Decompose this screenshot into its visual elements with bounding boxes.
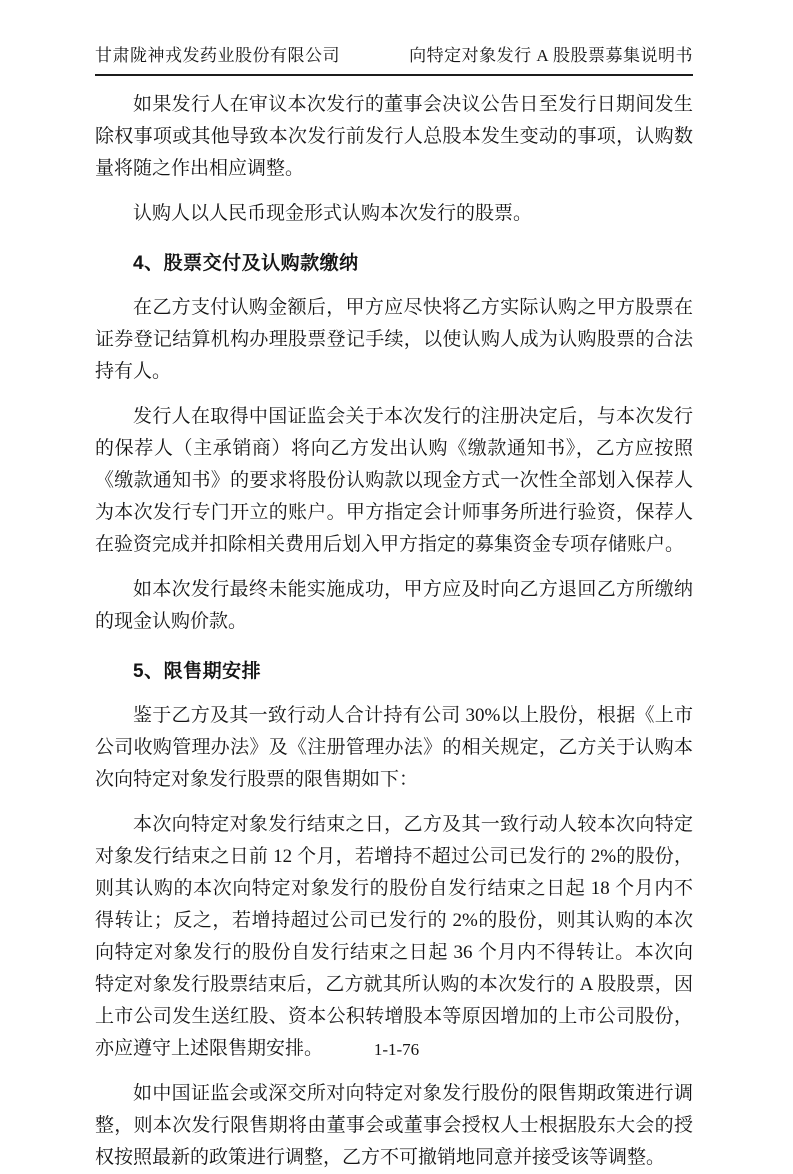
paragraph-lockup-basis: 鉴于乙方及其一致行动人合计持有公司 30%以上股份，根据《上市公司收购管理办法》及《注册管理办法》的相关规定，乙方关于认购本次向特定对象发行股票的限售期如下： [95, 705, 693, 790]
paragraph-lockup-terms: 本次向特定对象发行结束之日，乙方及其一致行动人较本次向特定对象发行结束之日前 12 个月，若增持不超过公司已发行的 2%的股份，则其认购的本次向特定对象发行的股份自发行结束之日起 18 个月内不得转让；反之，若增持超过公司已发行的 2%的股份，则其认购的本次向特定对象发行的股份自发行结束之日起 36 个月内不得转让。本次向特定对象发行股票结束后，乙方就其所认购的本次发行的 A 股股票，因上市公司发生送红股、资本公积转增股本等原因增加的上市公司股份，亦应遵守上述限售期安排。 [95, 814, 693, 1059]
paragraph-share-registration: 在乙方支付认购金额后，甲方应尽快将乙方实际认购之甲方股票在证券登记结算机构办理股票登记手续，以使认购人成为认购股票的合法持有人。 [95, 297, 693, 382]
header-doc-title: 向特定对象发行 A 股股票募集说明书 [409, 46, 693, 65]
header-company-name: 甘肃陇神戎发药业股份有限公司 [95, 46, 340, 65]
section-heading-lockup-period: 5、限售期安排 [133, 661, 262, 682]
paragraph-cash-subscription: 认购人以人民币现金形式认购本次发行的股票。 [133, 203, 533, 224]
paragraph-policy-adjustment: 如中国证监会或深交所对向特定对象发行股份的限售期政策进行调整，则本次发行限售期将由董事会或董事会授权人士根据股东大会的授权按照最新的政策进行调整，乙方不可撤销地同意并接受该等调整。 [95, 1083, 693, 1168]
page-number: 1-1-76 [373, 1040, 420, 1059]
document-body [95, 89, 693, 1174]
paragraph-adjustment-clause: 如果发行人在审议本次发行的董事会决议公告日至发行日期间发生除权事项或其他导致本次发行前发行人总股本发生变动的事项，认购数量将随之作出相应调整。 [95, 94, 693, 179]
page-header [95, 45, 693, 76]
section-heading-share-delivery: 4、股票交付及认购款缴纳 [133, 253, 359, 274]
paragraph-refund-clause: 如本次发行最终未能实施成功，甲方应及时向乙方退回乙方所缴纳的现金认购价款。 [95, 579, 693, 632]
page-footer [0, 1040, 793, 1060]
paragraph-payment-notice: 发行人在取得中国证监会关于本次发行的注册决定后，与本次发行的保荐人（主承销商）将向乙方发出认购《缴款通知书》，乙方应按照《缴款通知书》的要求将股份认购款以现金方式一次性全部划入保荐人为本次发行专门开立的账户。甲方指定会计师事务所进行验资，保荐人在验资完成并扣除相关费用后划入甲方指定的募集资金专项存储账户。 [95, 406, 693, 555]
